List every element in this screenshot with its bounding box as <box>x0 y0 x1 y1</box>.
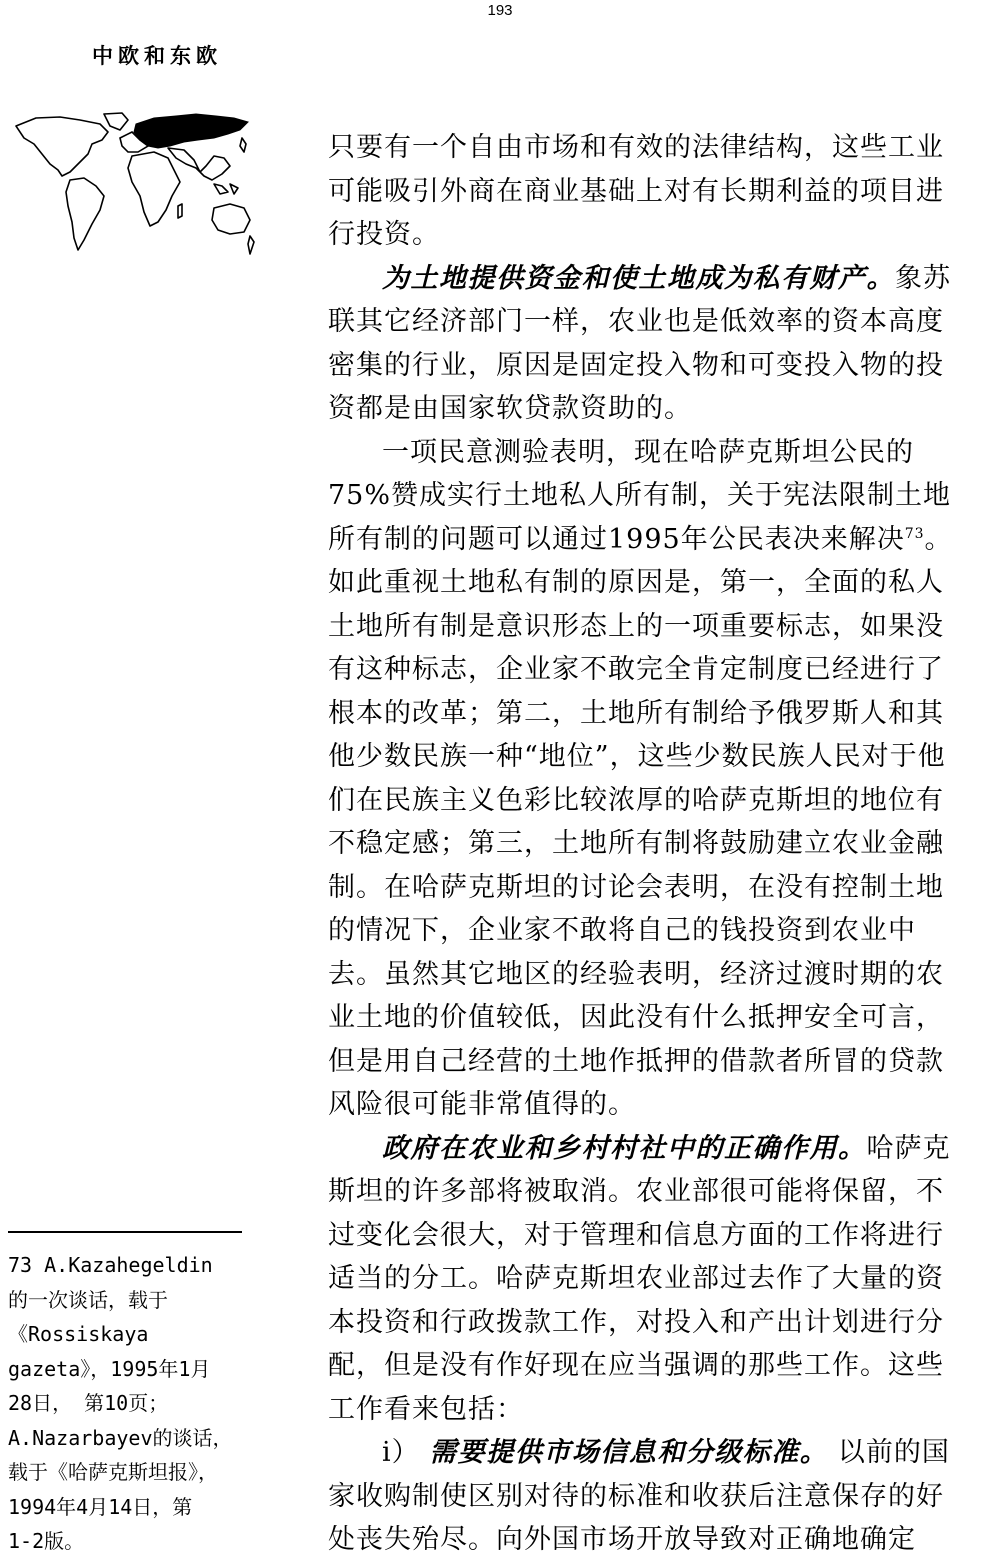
highlighted-region <box>134 114 248 148</box>
paragraph <box>328 257 968 431</box>
main-text <box>328 126 968 1562</box>
footnote-line: gazeta》，1995年1月 <box>8 1356 211 1381</box>
new-zealand-outline <box>248 236 254 254</box>
madagascar-outline <box>178 204 182 218</box>
world-map-highlighted-eurasia-icon <box>8 108 256 258</box>
paragraph-text: 象苏联其它经济部门一样，农业也是低效率的资本高度密集的行业，原因是固定投入物和可变投入物的投资都是由国家软贷款资助的。 <box>328 262 951 424</box>
paragraph-text: 。如此重视土地私有制的原因是，第一，全面的私人土地所有制是意识形态上的一项重要标志，如果没有这种标志，企业家不敢完全肯定制度已经进行了根本的改革；第二，土地所有制给予俄罗斯人和其他少数民族一种“地位”，这些少数民族人民对于他们在民族主义色彩比较浓厚的哈萨克斯坦的地位有不稳定感；第三，土地所有制将鼓励建立农业金融制。在哈萨克斯坦的讨论会表明，在没有控制土地的情况下，企业家不敢将自己的钱投资到农业中去。虽然其它地区的经验表明，经济过渡时期的农业土地的价值较低，因此没有什么抵押安全可言，但是用自己经营的土地作抵押的借款者所冒的贷款风险很可能非常值得的。 <box>328 523 953 1120</box>
footnote-divider <box>8 1231 242 1233</box>
japan-outline <box>240 138 246 152</box>
footnote-line: 28日， 第10页； <box>8 1391 169 1415</box>
footnote-line: 73 A.Kazahegeldin <box>8 1253 213 1277</box>
section-title: 中欧和东欧 <box>92 43 222 68</box>
page-number: 193 <box>487 2 513 19</box>
paragraph-text: 一项民意测验表明，现在哈萨克斯坦公民的75%赞成实行土地私人所有制，关于宪法限制土地所有制的问题可以通过1995年公民表决来解决 <box>328 436 952 555</box>
paragraph <box>328 431 968 1127</box>
southeast-asia-islands-outline <box>214 184 238 194</box>
paragraph <box>328 1431 968 1562</box>
australia-outline <box>212 204 250 234</box>
footnote <box>8 1248 290 1559</box>
paragraph-lead: 政府在农业和乡村村社中的正确作用。 <box>382 1132 867 1164</box>
footnote-line: 的一次谈话，载于 <box>8 1287 168 1312</box>
footnote-line: A.Nazarbayev的谈话， <box>8 1425 233 1450</box>
greenland-outline <box>104 113 128 130</box>
paragraph <box>328 1127 968 1432</box>
africa-outline <box>128 152 180 226</box>
paragraph-lead: 为土地提供资金和使土地成为私有财产。 <box>382 262 895 294</box>
paragraph-lead: 需要提供市场信息和分级标准。 <box>429 1437 829 1468</box>
footnote-line: 《Rossiskaya <box>8 1322 149 1346</box>
paragraph-text: 哈萨克斯坦的许多部将被取消。农业部很可能将保留，不过变化会很大，对于管理和信息方面的工作将进行适当的分工。哈萨克斯坦农业部过去作了大量的资本投资和行政拨款工作，对投入和产出计划进行分配，但是没有作好现在应当强调的那些工作。这些工作看来包括： <box>328 1132 951 1425</box>
footnote-line: 1-2版。 <box>8 1529 85 1553</box>
paragraph-text: 以前的国家收购制使区别对待的标准和收获后注意保存的好处丧失殆尽。向外国市场开放导致对正确地确定 <box>328 1437 950 1555</box>
footnote-reference: 73 <box>904 525 925 542</box>
footnote-line: 1994年4月14日，第 <box>8 1494 193 1519</box>
north-america-outline <box>16 117 108 176</box>
south-america-outline <box>66 178 104 250</box>
paragraph: 只要有一个自由市场和有效的法律结构，这些工业可能吸引外商在商业基础上对有长期利益的项目进行投资。 <box>328 132 944 250</box>
footnote-line: 载于《哈萨克斯坦报》， <box>8 1460 218 1484</box>
list-marker: i） <box>382 1437 420 1468</box>
